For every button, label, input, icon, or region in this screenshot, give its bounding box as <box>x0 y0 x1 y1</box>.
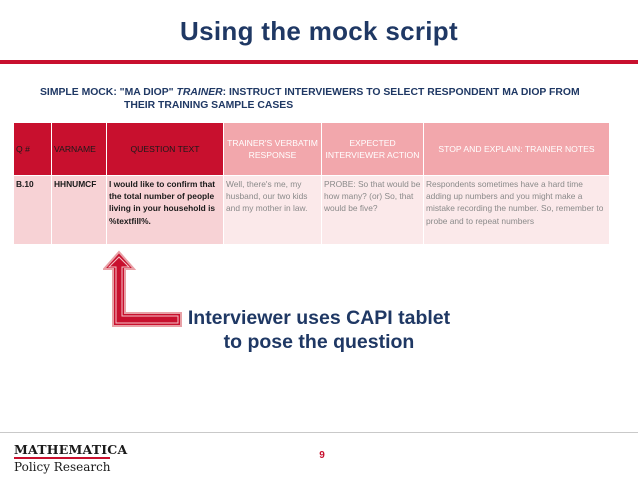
mock-script-table <box>13 122 610 245</box>
cell-expected-action: PROBE: So that would be how many? (or) So, that would be five? <box>322 176 424 245</box>
slide-title: Using the mock script <box>180 16 458 46</box>
logo-bar <box>14 457 110 459</box>
subtitle-line1-emphasis: TRAINER <box>176 87 223 98</box>
table-header-row <box>14 123 610 176</box>
mathematica-logo <box>14 443 127 474</box>
logo-line2: Policy Research <box>14 460 111 474</box>
header-question-text: QUESTION TEXT <box>107 123 224 176</box>
subtitle-line1-pre: SIMPLE MOCK: "MA DIOP" <box>40 87 177 98</box>
footer-divider <box>0 432 638 433</box>
cell-trainer-notes: Respondents sometimes have a hard time adding up numbers and you might make a mistake recording the number. So, remember to probe and to repeat numbers <box>424 176 610 245</box>
table-row <box>14 176 610 245</box>
cell-question-text: I would like to confirm that the total number of people living in your household is %textfill%. <box>107 176 224 245</box>
cell-varname: HHNUMCF <box>52 176 107 245</box>
callout-text <box>160 306 478 354</box>
logo-line1: MATHEMATICA <box>14 442 128 457</box>
header-expected-action: EXPECTED INTERVIEWER ACTION <box>322 123 424 176</box>
cell-trainer-verbatim: Well, there's me, my husband, our two kids and my mother in law. <box>224 176 322 245</box>
page-number: 9 <box>319 450 325 461</box>
header-trainer-verbatim: TRAINER'S VERBATIM RESPONSE <box>224 123 322 176</box>
subtitle-line2: THEIR TRAINING SAMPLE CASES <box>124 100 294 111</box>
cell-q-number: B.10 <box>14 176 52 245</box>
header-trainer-notes: STOP AND EXPLAIN: TRAINER NOTES <box>424 123 610 176</box>
header-varname: VARNAME <box>52 123 107 176</box>
callout-line2: to pose the question <box>223 331 415 353</box>
header-q-number: Q # <box>14 123 52 176</box>
callout-line1: Interviewer uses CAPI tablet <box>187 307 451 329</box>
subtitle-line1-post: : INSTRUCT INTERVIEWERS TO SELECT RESPONDENT MA DIOP FROM <box>222 87 580 98</box>
title-divider <box>0 60 638 64</box>
slide-subtitle <box>40 86 620 112</box>
